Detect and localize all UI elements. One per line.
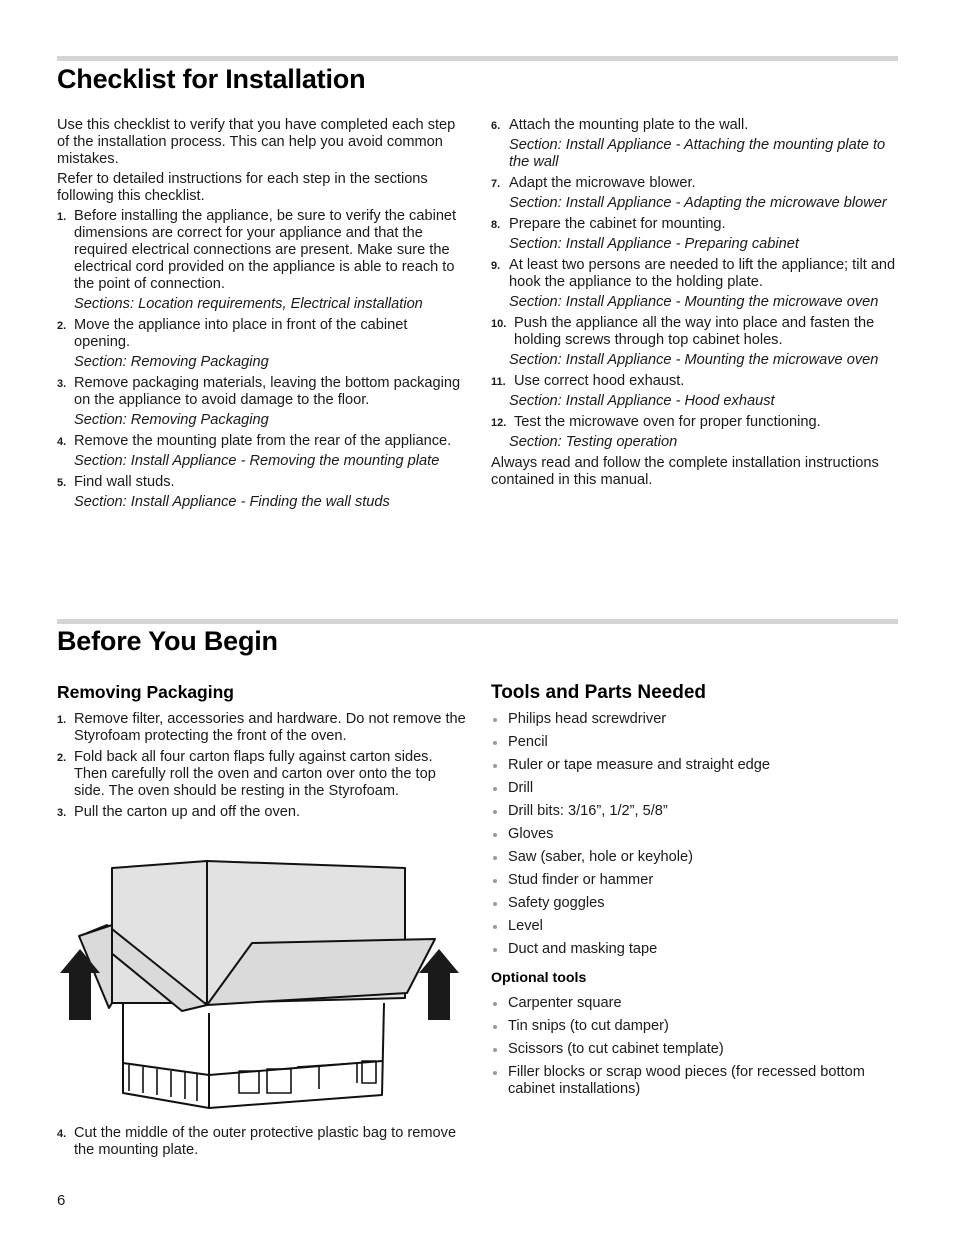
tool-item: Ruler or tape measure and straight edge <box>491 757 898 774</box>
before-title: Before You Begin <box>57 626 278 656</box>
section-reference: Section: Install Appliance - Removing the mounting plate <box>74 453 440 469</box>
checklist-right-column <box>491 117 898 492</box>
section-reference: Section: Install Appliance - Mounting the microwave oven <box>509 352 879 368</box>
tool-item: Filler blocks or scrap wood pieces (for recessed bottom cabinet installations) <box>491 1064 898 1098</box>
checklist-step: 7. Adapt the microwave blower. Section: Install Appliance - Adapting the microwave blower <box>491 175 898 212</box>
removing-steps <box>57 1125 467 1159</box>
checklist-title: Checklist for Installation <box>57 64 366 94</box>
tool-item: Carpenter square <box>491 995 898 1012</box>
removing-step: 2. Fold back all four carton flaps fully against carton sides. Then carefully roll the oven and carton over onto the top side. The oven should be resting in the Styrofoam. <box>57 749 436 799</box>
tool-item: Duct and masking tape <box>491 941 898 958</box>
carton-removal-illustration <box>57 853 460 1109</box>
tool-item: Stud finder or hammer <box>491 872 898 889</box>
checklist-steps <box>491 117 898 451</box>
section-reference: Section: Install Appliance - Attaching the mounting plate to the wall <box>509 137 886 170</box>
section-reference: Section: Removing Packaging <box>74 412 269 428</box>
removing-step: 1. Remove filter, accessories and hardware. Do not remove the Styrofoam protecting the front of the oven. <box>57 711 466 744</box>
section-reference: Section: Install Appliance - Mounting the microwave oven <box>509 294 879 310</box>
section-reference: Sections: Location requirements, Electrical installation <box>74 296 423 312</box>
removing-packaging-column-continued <box>57 1125 467 1163</box>
tool-item: Drill <box>491 780 898 797</box>
optional-tools-heading: Optional tools <box>491 970 587 986</box>
tool-item: Tin snips (to cut damper) <box>491 1018 898 1035</box>
checklist-step: 3. Remove packaging materials, leaving the bottom packaging on the appliance to avoid damage to the floor. Section: Removing Packaging <box>57 375 467 429</box>
tool-item: Philips head screwdriver <box>491 711 898 728</box>
tool-item: Gloves <box>491 826 898 843</box>
checklist-step: 5. Find wall studs. Section: Install Appliance - Finding the wall studs <box>57 474 467 511</box>
checklist-step: 8. Prepare the cabinet for mounting. Section: Install Appliance - Preparing cabinet <box>491 216 898 253</box>
checklist-step: 4. Remove the mounting plate from the rear of the appliance. Section: Install Appliance - Removing the mounting plate <box>57 433 467 470</box>
section-reference: Section: Install Appliance - Adapting the microwave blower <box>509 195 887 211</box>
section-rule <box>57 619 898 624</box>
intro-paragraph: Use this checklist to verify that you have completed each step of the installation process. This can help you avoid common mistakes. <box>57 117 456 167</box>
tool-item: Saw (saber, hole or keyhole) <box>491 849 898 866</box>
removing-step: 3. Pull the carton up and off the oven. <box>57 804 301 820</box>
checklist-step: 11. Use correct hood exhaust. Section: Install Appliance - Hood exhaust <box>491 373 898 410</box>
section-reference: Section: Install Appliance - Preparing cabinet <box>509 236 799 252</box>
section-rule <box>57 56 898 61</box>
tools-column <box>491 684 898 1104</box>
section-reference: Section: Install Appliance - Hood exhaust <box>509 393 775 409</box>
tools-heading: Tools and Parts Needed <box>491 682 707 703</box>
checklist-steps <box>57 208 467 511</box>
closing-paragraph: Always read and follow the complete installation instructions contained in this manual. <box>491 455 879 488</box>
removing-step: 4. Cut the middle of the outer protective plastic bag to remove the mounting plate. <box>57 1125 457 1158</box>
removing-steps <box>57 711 467 821</box>
section-reference: Section: Removing Packaging <box>74 354 269 370</box>
checklist-step: 12. Test the microwave oven for proper functioning. Section: Testing operation <box>491 414 898 451</box>
optional-tools-list <box>491 995 898 1098</box>
intro-paragraph: Refer to detailed instructions for each step in the sections following this checklist. <box>57 171 428 204</box>
removing-packaging-heading: Removing Packaging <box>57 682 234 702</box>
removing-packaging-column <box>57 684 467 825</box>
checklist-step: 9. At least two persons are needed to lift the appliance; tilt and hook the appliance to the holding plate. Section: Install Appliance - Mounting the microwave oven <box>491 257 898 311</box>
tool-item: Scissors (to cut cabinet template) <box>491 1041 898 1058</box>
checklist-step: 6. Attach the mounting plate to the wall. Section: Install Appliance - Attaching the mounting plate to the wall <box>491 117 898 171</box>
page-number: 6 <box>57 1192 66 1209</box>
checklist-step: 1. Before installing the appliance, be sure to verify the cabinet dimensions are correct for your appliance and that the required electrical connections are present. Make sure the electrical cord provided on the appliance is able to reach to the point of connection. Sections: Location requirements, Electrical installation <box>57 208 467 313</box>
tool-item: Drill bits: 3/16”, 1/2”, 5/8” <box>491 803 898 820</box>
tools-list <box>491 711 898 958</box>
checklist-left-column <box>57 117 467 515</box>
checklist-step: 10. Push the appliance all the way into place and fasten the holding screws through top cabinet holes. Section: Install Appliance - Mounting the microwave oven <box>491 315 898 369</box>
tool-item: Safety goggles <box>491 895 898 912</box>
tool-item: Pencil <box>491 734 898 751</box>
section-reference: Section: Install Appliance - Finding the wall studs <box>74 494 390 510</box>
checklist-step: 2. Move the appliance into place in front of the cabinet opening. Section: Removing Packaging <box>57 317 467 371</box>
section-reference: Section: Testing operation <box>509 434 678 450</box>
tool-item: Level <box>491 918 898 935</box>
